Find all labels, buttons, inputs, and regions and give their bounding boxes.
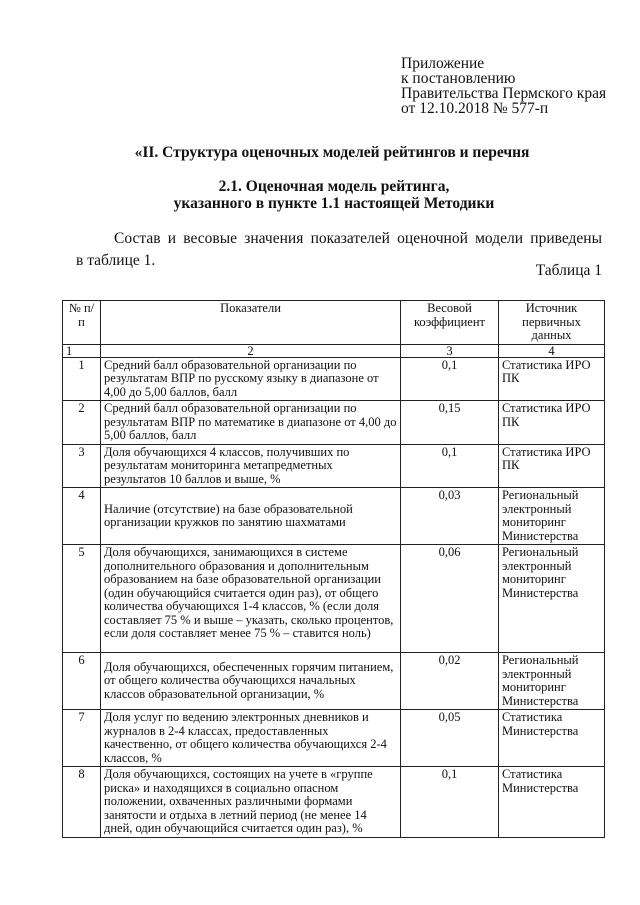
row-num: 1	[63, 357, 101, 401]
row-num: 6	[63, 653, 101, 710]
row-indicator: Средний балл образовательной организации по результатам ВПР по русскому языку в диапазоне от 4,00 до 5,00 баллов, балл	[101, 357, 401, 401]
appendix-block	[401, 56, 606, 116]
row-source: Статистика ИРО ПК	[499, 401, 605, 445]
row-source: Статистика Министерства	[499, 710, 605, 767]
index-cell: 3	[401, 344, 499, 357]
row-num: 2	[63, 401, 101, 445]
row-num: 4	[63, 488, 101, 545]
subsection-title-line2: указанного в пункте 1.1 настоящей Методики	[173, 195, 495, 212]
intro-line2: в таблице 1.	[76, 252, 156, 269]
row-source: Региональный электронный мониторинг Министерства	[499, 545, 605, 653]
row-source: Статистика Министерства	[499, 767, 605, 838]
row-weight: 0,1	[401, 444, 499, 488]
row-indicator: Доля обучающихся 4 классов, получивших по результатам мониторинга метапредметных результатов 10 баллов и выше, %	[101, 444, 401, 488]
header-name: Показатели	[101, 301, 401, 345]
row-indicator: Средний балл образовательной организации по результатам ВПР по математике в диапазоне от 4,00 до 5,00 баллов, балл	[101, 401, 401, 445]
intro-line1: Состав и весовые значения показателей оценочной модели приведены	[114, 230, 602, 247]
header-weight: Весовой коэффициент	[401, 301, 499, 345]
row-weight: 0,1	[401, 357, 499, 401]
indicators-table	[62, 300, 605, 838]
row-indicator: Наличие (отсутствие) на базе образовательной организации кружков по занятию шахматами	[101, 488, 401, 545]
row-source: Статистика ИРО ПК	[499, 357, 605, 401]
table-label: Таблица 1	[535, 262, 602, 279]
index-cell: 4	[499, 344, 605, 357]
row-num: 8	[63, 767, 101, 838]
intro-paragraph	[76, 228, 602, 272]
appendix-line: Правительства Пермского края	[401, 85, 607, 102]
table-row	[63, 545, 605, 653]
index-cell: 2	[101, 344, 401, 357]
subsection-title-line1: 2.1. Оценочная модель рейтинга,	[218, 178, 450, 195]
table-row	[63, 653, 605, 710]
appendix-line: к постановлению	[401, 70, 516, 87]
section-title: «II. Структура оценочных моделей рейтингов и перечня	[134, 144, 530, 161]
row-source: Региональный электронный мониторинг Министерства	[499, 653, 605, 710]
index-cell: 1	[63, 344, 101, 357]
table-row	[63, 444, 605, 488]
row-source: Статистика ИРО ПК	[499, 444, 605, 488]
row-weight: 0,15	[401, 401, 499, 445]
row-indicator: Доля обучающихся, занимающихся в системе дополнительного образования и дополнительным образованием на базе образовательной организации (один обучающийся считается один раз), от общего количества обучающихся 1-4 классов, % (если доля составляет 75 % и выше – указать, сколько процентов, если доля составляет менее 75 % – ставится ноль)	[101, 545, 401, 653]
row-weight: 0,02	[401, 653, 499, 710]
row-num: 5	[63, 545, 101, 653]
table-row	[63, 710, 605, 767]
appendix-line: Приложение	[401, 55, 485, 72]
table-index-row	[63, 344, 605, 357]
header-num: № п/п	[63, 301, 101, 345]
row-num: 7	[63, 710, 101, 767]
row-indicator: Доля услуг по ведению электронных дневников и журналов в 2-4 классах, предоставленных качественно, от общего количества обучающихся 2-4 классов, %	[101, 710, 401, 767]
header-source: Источник первичных данных	[499, 301, 605, 345]
row-indicator: Доля обучающихся, обеспеченных горячим питанием, от общего количества обучающихся начальных классов образовательной организации, %	[101, 653, 401, 710]
row-indicator: Доля обучающихся, состоящих на учете в «группе риска» и находящихся в социально опасном положении, охваченных различными формами занятости и отдыха в летний период (не менее 14 дней, один обучающийся считается один раз), %	[101, 767, 401, 838]
row-num: 3	[63, 444, 101, 488]
table-row	[63, 488, 605, 545]
row-weight: 0,03	[401, 488, 499, 545]
row-weight: 0,06	[401, 545, 499, 653]
appendix-line: от 12.10.2018 № 577-п	[401, 100, 549, 117]
subsection-title	[14, 178, 640, 212]
row-weight: 0,05	[401, 710, 499, 767]
table-row	[63, 357, 605, 401]
row-source: Региональный электронный мониторинг Министерства	[499, 488, 605, 545]
table-row	[63, 401, 605, 445]
table-header-row	[63, 301, 605, 345]
row-weight: 0,1	[401, 767, 499, 838]
table-row	[63, 767, 605, 838]
